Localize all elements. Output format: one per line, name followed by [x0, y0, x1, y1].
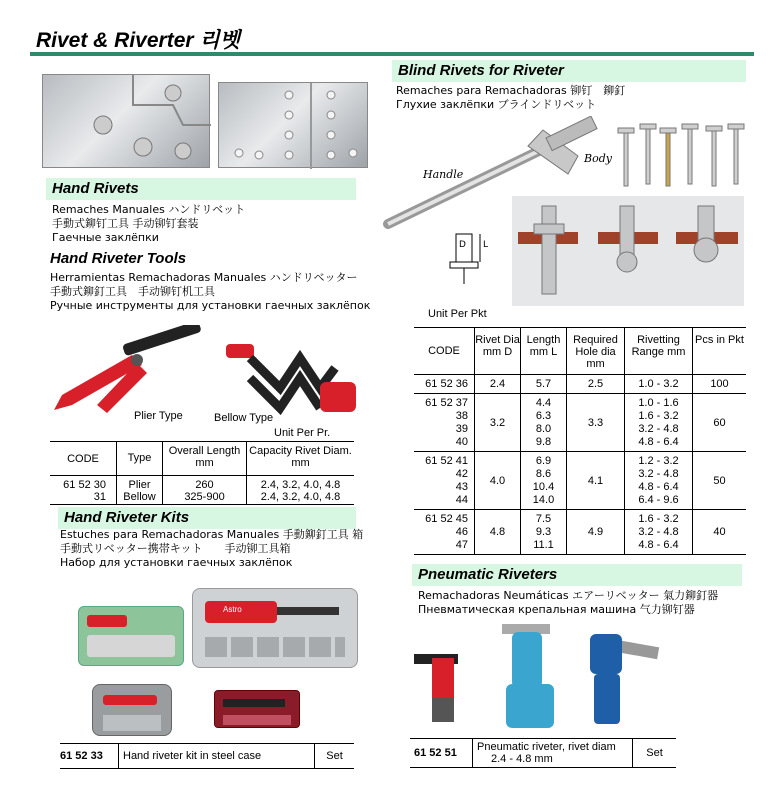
handle-label: Handle: [423, 168, 464, 181]
table-cell-hole: 2.5: [566, 375, 624, 393]
pneumatic-row: [410, 738, 676, 768]
col-length: Length mm L: [520, 328, 566, 374]
hand-rivets-line: 手動式鉚钉工具 手动铆钉套装: [52, 217, 199, 230]
blind-line: Глухие заклёпки ブラインドリベット: [396, 98, 597, 111]
kit-desc: Hand riveter kit in steel case: [118, 743, 314, 769]
plier-riveter-image: [42, 325, 212, 420]
col-rivet-dia: Rivet Dia mm D: [474, 328, 520, 374]
capacity-cell: 2.4, 3.2, 4.0, 4.8: [260, 479, 341, 491]
rivet-dimension-drawing: [444, 226, 500, 286]
table-cell-ranges: 1.0 - 1.6 1.6 - 3.2 3.2 - 4.8 4.8 - 6.4: [624, 394, 692, 451]
tools-codes: [50, 476, 116, 504]
red-case-kit-image: [214, 690, 300, 728]
table-cell-dia: 2.4: [474, 375, 520, 393]
dim-d-label: D: [459, 240, 466, 250]
bellow-riveter-image: [220, 338, 360, 423]
rivet-samples-image: [616, 120, 748, 190]
unit-per-pair-label: Unit Per Pr.: [274, 427, 331, 439]
kits-line: 手動式リベッター携帯キット 手动铆工具箱: [60, 542, 291, 555]
table-row: [414, 510, 746, 555]
gray-case-kit-image: [192, 588, 358, 668]
table-cell-codes: 61 52 41 42 43 44: [425, 455, 468, 506]
pneumatic-line: Remachadoras Neumáticas エアーリベッター 氣力鉚釘器: [418, 589, 719, 602]
blind-rivet-rows: [414, 375, 746, 555]
table-cell-dia: 3.2: [474, 394, 520, 451]
tools-lengths: [162, 476, 246, 504]
kits-line: Estuches para Remachadoras Manuales 手動鉚釘工具 箱: [60, 528, 364, 541]
body-label: Body: [584, 152, 612, 165]
hand-riveter-kits-desc: [60, 528, 363, 570]
col-range: Rivetting Range mm: [624, 328, 692, 374]
table-cell-hole: 3.3: [566, 394, 624, 451]
pneumatic-line: Пневматическая крепальная машина 气力铆钉器: [418, 603, 695, 616]
type-cell: Bellow: [123, 491, 156, 503]
kit-unit: Set: [314, 743, 354, 769]
green-kit-image: [78, 606, 184, 666]
pneumatic-desc: [418, 589, 718, 617]
pneumatic-desc-line2: 2.4 - 4.8 mm: [491, 753, 553, 765]
col-length: Overall Length mm: [162, 442, 246, 475]
dim-l-label: L: [483, 240, 489, 250]
tools-capacities: [246, 476, 354, 504]
col-pcs: Pcs in Pkt: [692, 328, 746, 374]
table-row: [414, 452, 746, 510]
hand-riveter-kits-heading: Hand Riveter Kits: [58, 507, 356, 529]
col-hole-dia: Required Hole dia mm: [566, 328, 624, 374]
bellow-type-label: Bellow Type: [214, 412, 274, 424]
hand-rivets-desc: [52, 203, 245, 245]
type-cell: Plier: [128, 479, 151, 491]
page-title: Rivet & Riverter 리벳: [36, 29, 240, 52]
blind-rivets-table: [414, 327, 746, 555]
table-row: [414, 375, 746, 394]
plier-type-label: Plier Type: [134, 410, 183, 422]
tools-types: [116, 476, 162, 504]
hand-rivets-line: Remaches Manuales ハンドリベット: [52, 203, 246, 216]
hand-rivets-heading: Hand Rivets: [46, 178, 356, 200]
carry-case-kit-image: [92, 684, 172, 736]
pneumatic-desc-line1: Pneumatic riveter, rivet diam: [477, 741, 616, 753]
pneumatic-unit: Set: [632, 739, 676, 767]
code-cell: 61 52 30: [63, 479, 106, 491]
hand-riveter-tools-heading: Hand Riveter Tools: [50, 250, 187, 267]
kit-code: 61 52 33: [60, 750, 103, 762]
rivet-panel-photo-1: [42, 74, 210, 168]
table-cell-dia: 4.0: [474, 452, 520, 509]
table-cell-ranges: 1.6 - 3.2 3.2 - 4.8 4.8 - 6.4: [624, 510, 692, 554]
table-row: [414, 394, 746, 452]
table-cell-lengths: 7.5 9.3 11.1: [520, 510, 566, 554]
rivet-cross-section-image: [512, 196, 744, 306]
col-code: CODE: [67, 452, 99, 465]
table-cell-ranges: 1.2 - 3.2 3.2 - 4.8 4.8 - 6.4 6.4 - 9.6: [624, 452, 692, 509]
table-cell-lengths: 4.4 6.3 8.0 9.8: [520, 394, 566, 451]
tools-line: 手動式鉚釘工具 手动铆钉机工具: [50, 285, 215, 298]
pneumatic-desc-cell: [472, 739, 632, 767]
col-code: CODE: [428, 345, 460, 357]
pneumatic-riveters-image: [410, 618, 670, 736]
table-cell-ranges: 1.0 - 3.2: [624, 375, 692, 393]
pneumatic-code: 61 52 51: [414, 747, 457, 759]
hand-rivets-line: Гаечные заклёпки: [52, 231, 159, 244]
table-cell-pcs: 60: [692, 394, 746, 451]
tools-line: Ручные инструменты для установки гаечных заклёпок: [50, 299, 371, 312]
table-cell-pcs: 50: [692, 452, 746, 509]
blind-rivets-heading: Blind Rivets for Riveter: [392, 60, 746, 82]
table-cell-codes: 61 52 37 38 39 40: [425, 397, 468, 448]
blind-line: Remaches para Remachadoras 铆钉 鉚釘: [396, 84, 626, 97]
code-cell: 31: [93, 491, 106, 503]
table-cell-lengths: 6.9 8.6 10.4 14.0: [520, 452, 566, 509]
tools-line: Herramientas Remachadoras Manuales ハンドリベッター: [50, 271, 358, 284]
table-cell-codes: 61 52 45 46 47: [425, 513, 468, 551]
kits-line: Набор для установки гаечных заклёпок: [60, 556, 293, 569]
capacity-cell: 2.4, 3.2, 4.0, 4.8: [260, 491, 341, 503]
col-type: Type: [116, 442, 162, 475]
rivet-panel-photo-2: [218, 82, 368, 168]
tools-table: [50, 441, 354, 505]
title-rule: [30, 52, 754, 56]
length-cell: 260: [195, 479, 214, 491]
table-cell-pcs: 40: [692, 510, 746, 554]
table-cell-dia: 4.8: [474, 510, 520, 554]
table-cell-hole: 4.1: [566, 452, 624, 509]
blind-rivets-desc: [396, 84, 625, 112]
hand-riveter-tools-desc: [50, 271, 370, 313]
table-cell-codes: 61 52 36: [425, 378, 468, 390]
table-cell-hole: 4.9: [566, 510, 624, 554]
kit-row: [60, 743, 354, 769]
pneumatic-heading: Pneumatic Riveters: [412, 564, 742, 586]
unit-per-pkt-label: Unit Per Pkt: [428, 308, 487, 320]
table-cell-pcs: 100: [692, 375, 746, 393]
table-cell-lengths: 5.7: [520, 375, 566, 393]
kit-brand: Astro: [223, 605, 242, 614]
col-capacity: Capacity Rivet Diam. mm: [246, 442, 354, 475]
length-cell: 325-900: [184, 491, 225, 503]
